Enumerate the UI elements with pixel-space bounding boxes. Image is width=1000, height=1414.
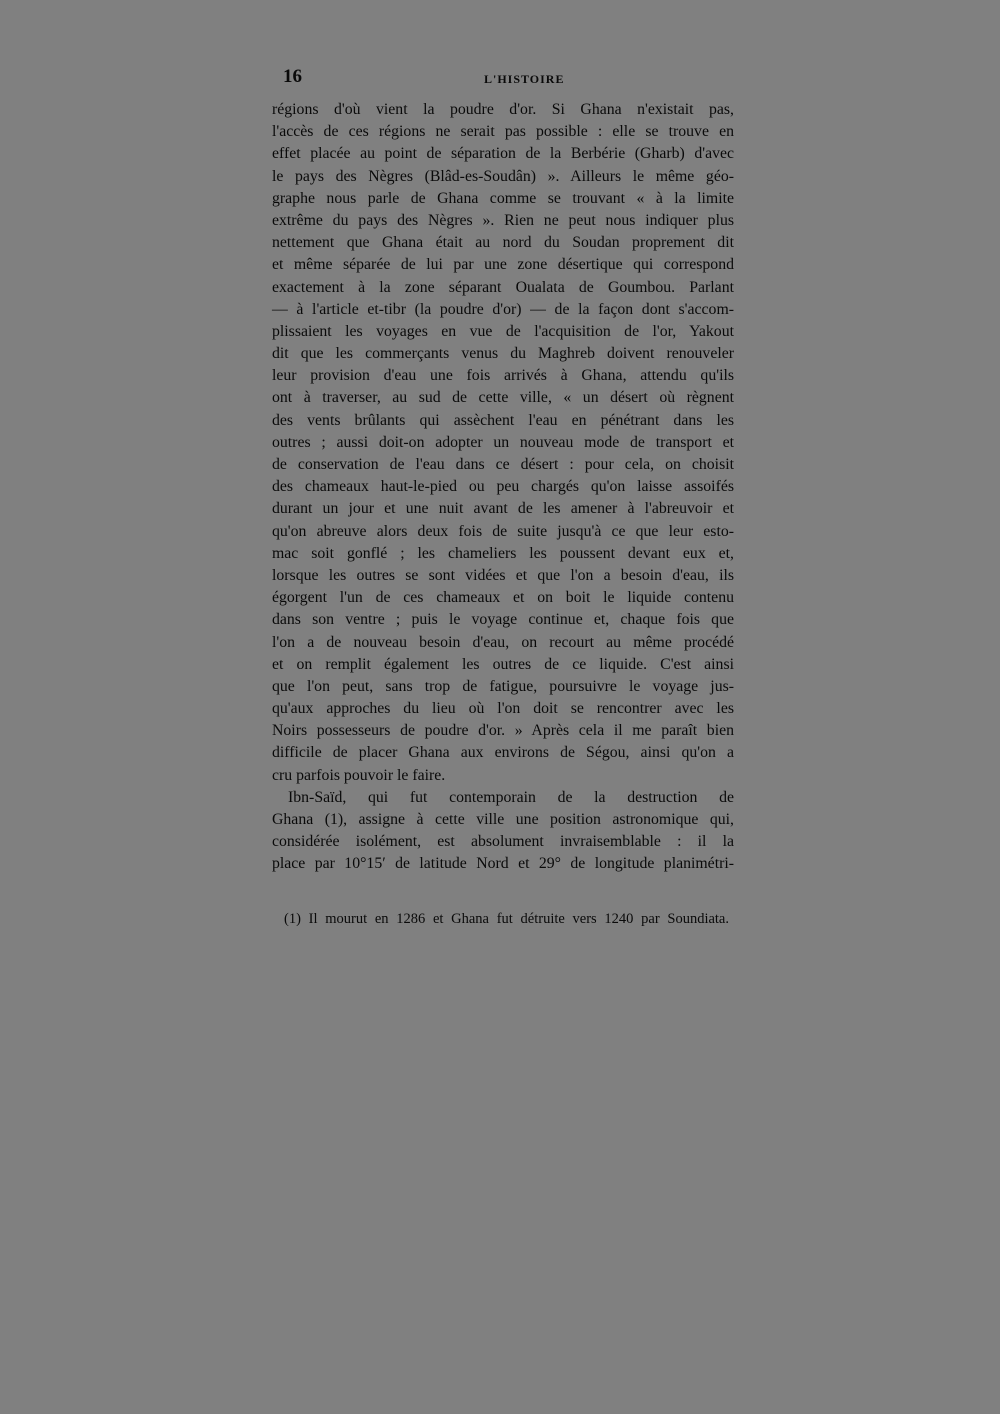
text-line: que l'on peut, sans trop de fatigue, poursuivre le voyage jus- — [272, 677, 734, 695]
page-number: 16 — [283, 66, 302, 87]
text-line: qu'on abreuve alors deux fois de suite jusqu'à ce que leur esto- — [272, 522, 734, 540]
text-line: qu'aux approches du lieu où l'on doit se rencontrer avec les — [272, 700, 734, 718]
paragraph-first-line: Ibn-Saïd, qui fut contemporain de la destruction de — [288, 788, 734, 806]
text-line: le pays des Nègres (Blâd-es-Soudân) ». Ailleurs le même géo- — [272, 167, 734, 185]
text-line: des vents brûlants qui assèchent l'eau en pénétrant dans les — [272, 411, 734, 429]
paragraph-last-line: cru parfois pouvoir le faire. — [272, 766, 446, 784]
text-line: régions d'où vient la poudre d'or. Si Ghana n'existait pas, — [272, 101, 734, 118]
text-line: l'accès de ces régions ne serait pas possible : elle se trouve en — [272, 123, 734, 141]
text-line: nettement que Ghana était au nord du Soudan proprement dit — [272, 234, 734, 252]
text-line: égorgent l'un de ces chameaux et on boit le liquide contenu — [272, 589, 734, 607]
footnote: (1) Il mourut en 1286 et Ghana fut détruite vers 1240 par Soundiata. — [284, 911, 729, 927]
text-line: — à l'article et-tibr (la poudre d'or) — de la façon dont s'accom- — [272, 300, 734, 318]
text-line: extrême du pays des Nègres ». Rien ne peut nous indiquer plus — [272, 211, 734, 229]
text-line: durant un jour et une nuit avant de les amener à l'abreuvoir et — [272, 500, 734, 518]
text-line: et même séparée de lui par une zone désertique qui correspond — [272, 256, 734, 274]
text-line: graphe nous parle de Ghana comme se trouvant « à la limite — [272, 189, 734, 207]
text-line: l'on a de nouveau besoin d'eau, on recourt au même procédé — [272, 633, 734, 651]
running-title: L'HISTOIRE — [484, 72, 565, 86]
text-line: leur provision d'eau une fois arrivés à Ghana, attendu qu'ils — [272, 367, 734, 385]
body-text — [272, 99, 734, 876]
text-line: Noirs possesseurs de poudre d'or. » Après cela il me paraît bien — [272, 722, 734, 740]
text-line: Ghana (1), assigne à cette ville une position astronomique qui, — [272, 811, 734, 828]
text-line: considérée isolément, est absolument invraisemblable : il la — [272, 833, 734, 851]
text-line: dit que les commerçants venus du Maghreb doivent renouveler — [272, 345, 734, 363]
text-line: dans son ventre ; puis le voyage continue et, chaque fois que — [272, 611, 734, 629]
text-line: mac soit gonflé ; les chameliers les poussent devant eux et, — [272, 544, 734, 562]
text-line: des chameaux haut-le-pied ou peu chargés qu'on laisse assoifés — [272, 478, 734, 496]
text-line: difficile de placer Ghana aux environs de Ségou, ainsi qu'on a — [272, 744, 734, 762]
text-line: plissaient les voyages en vue de l'acquisition de l'or, Yakout — [272, 322, 734, 340]
text-line: de conservation de l'eau dans ce désert : pour cela, on choisit — [272, 456, 734, 473]
text-line: effet placée au point de séparation de la Berbérie (Gharb) d'avec — [272, 145, 734, 163]
text-line: place par 10°15′ de latitude Nord et 29° de longitude planimétri- — [272, 855, 734, 873]
text-line: et on remplit également les outres de ce liquide. C'est ainsi — [272, 655, 734, 673]
text-line: outres ; aussi doit-on adopter un nouveau mode de transport et — [272, 433, 734, 451]
page-header — [283, 62, 733, 92]
text-line: exactement à la zone séparant Oualata de Goumbou. Parlant — [272, 278, 734, 296]
text-line: lorsque les outres se sont vidées et que l'on a besoin d'eau, ils — [272, 566, 734, 584]
text-line: ont à traverser, au sud de cette ville, « un désert où règnent — [272, 389, 734, 407]
